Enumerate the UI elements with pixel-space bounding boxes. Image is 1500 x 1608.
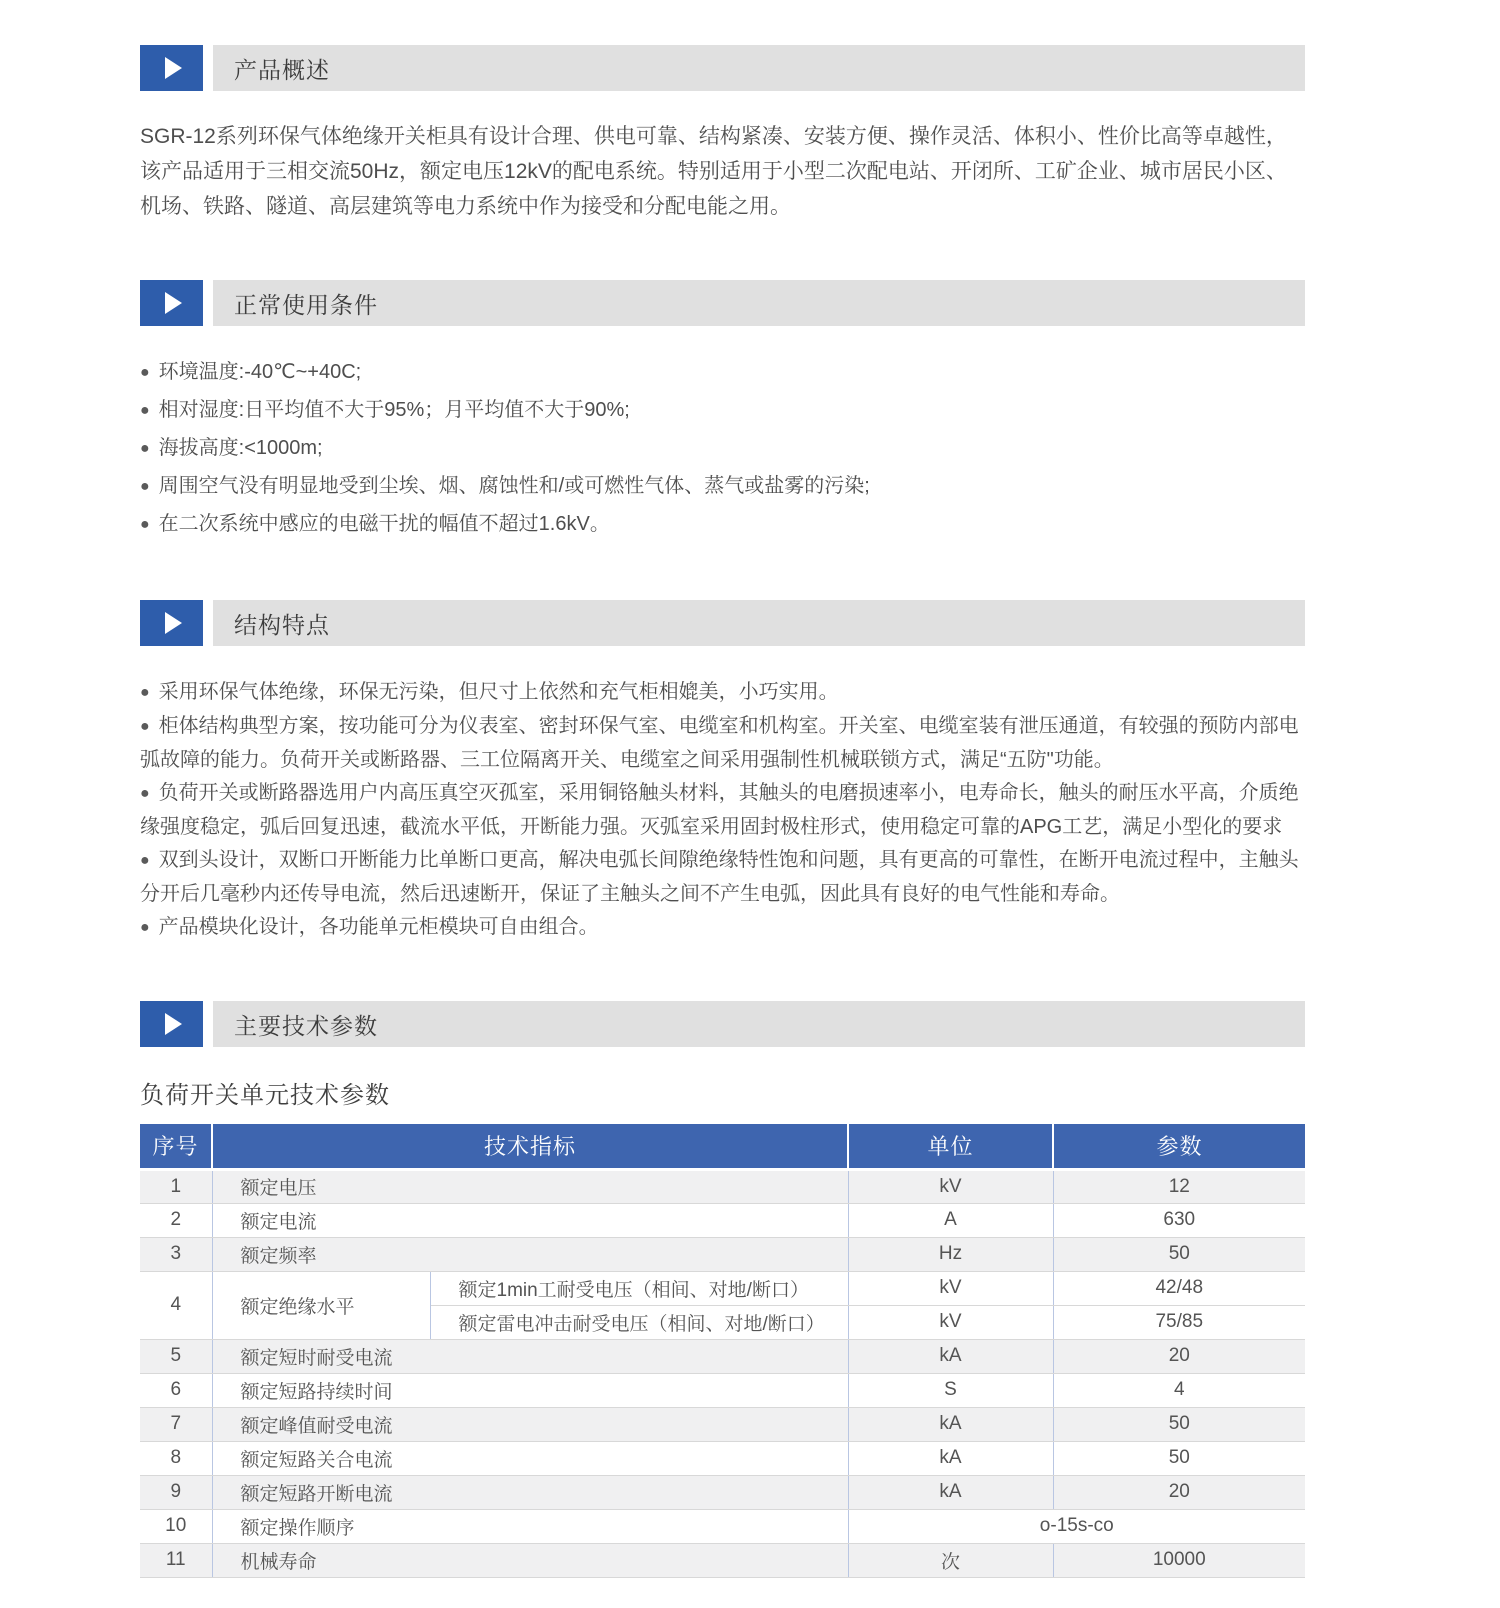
- section-header: [140, 280, 1305, 326]
- table-row: [140, 1271, 1305, 1305]
- section-use-conditions: [140, 280, 1305, 544]
- list-item-text: 负荷开关或断路器选用户内高压真空灭孤室，采用铜铬触头材料，其触头的电磨损速率小，电寿命长，触头的耐压水平高，介质绝缘强度稳定，弧后回复迅速，截流水平低，开断能力强。灭弧室采用固封极柱形式，使用稳定可靠的APG工艺，满足小型化的要求: [140, 782, 1299, 838]
- list-item-text: 采用环保气体绝缘，环保无污染，但尺寸上依然和充气柜相媲美，小巧实用。: [158, 681, 839, 703]
- table-cell-unit: kV: [848, 1169, 1053, 1203]
- table-cell-no: 7: [140, 1407, 212, 1441]
- table-cell-indicator: 额定短路开断电流: [212, 1475, 848, 1509]
- table-cell-value: 50: [1053, 1237, 1305, 1271]
- table-cell-value: 75/85: [1053, 1305, 1305, 1339]
- bullet-dot-icon: ●: [140, 478, 150, 495]
- list-item: [140, 354, 1305, 392]
- list-item: [140, 710, 1305, 777]
- table-cell-no: 3: [140, 1237, 212, 1271]
- table-cell-indicator: 额定短路关合电流: [212, 1441, 848, 1475]
- table-cell-value: 630: [1053, 1203, 1305, 1237]
- table-cell-value: 20: [1053, 1475, 1305, 1509]
- table-row: [140, 1475, 1305, 1509]
- list-item: [140, 911, 1305, 945]
- features-list: [140, 676, 1305, 945]
- section-title: 主要技术参数: [213, 1001, 1305, 1047]
- table-cell-no: 9: [140, 1475, 212, 1509]
- table-header-cell: 序号: [140, 1124, 212, 1169]
- table-cell-indicator: 额定绝缘水平: [212, 1271, 430, 1339]
- bullet-dot-icon: ●: [140, 402, 150, 419]
- table-cell-no: 1: [140, 1169, 212, 1203]
- table-row: [140, 1203, 1305, 1237]
- table-row: [140, 1339, 1305, 1373]
- section-header: [140, 600, 1305, 646]
- play-arrow-icon: [140, 1001, 203, 1047]
- table-cell-indicator: 额定操作顺序: [212, 1509, 848, 1543]
- table-cell-value: 4: [1053, 1373, 1305, 1407]
- table-cell-value: 50: [1053, 1407, 1305, 1441]
- table-cell-merged-value: o-15s-co: [848, 1509, 1305, 1543]
- table-cell-no: 6: [140, 1373, 212, 1407]
- section-title: 产品概述: [213, 45, 1305, 91]
- table-subtitle: 负荷开关单元技术参数: [140, 1082, 390, 1109]
- table-cell-subindicator: 额定1min工耐受电压（相间、对地/断口）: [430, 1271, 848, 1305]
- list-item: [140, 676, 1305, 710]
- play-arrow-icon: [140, 280, 203, 326]
- table-row: [140, 1407, 1305, 1441]
- list-item: [140, 506, 1305, 544]
- section-title: 结构特点: [213, 600, 1305, 646]
- table-header-cell: 单位: [848, 1124, 1053, 1169]
- table-cell-no: 10: [140, 1509, 212, 1543]
- table-cell-value: 20: [1053, 1339, 1305, 1373]
- params-table-body: [140, 1169, 1305, 1577]
- conditions-list: [140, 354, 1305, 544]
- table-cell-no: 4: [140, 1271, 212, 1339]
- table-header-cell: 参数: [1053, 1124, 1305, 1169]
- list-item-text: 周围空气没有明显地受到尘埃、烟、腐蚀性和/或可燃性气体、蒸气或盐雾的污染;: [158, 475, 870, 497]
- table-header-cell: 技术指标: [212, 1124, 848, 1169]
- table-row: [140, 1441, 1305, 1475]
- list-item: [140, 392, 1305, 430]
- list-item-text: 双到头设计，双断口开断能力比单断口更高，解决电弧长间隙绝缘特性饱和问题，具有更高的可靠性，在断开电流过程中，主触头分开后几毫秒内还传导电流，然后迅速断开，保证了主触头之间不产生电弧，因此具有良好的电气性能和寿命。: [140, 849, 1299, 905]
- table-cell-no: 11: [140, 1543, 212, 1577]
- table-cell-indicator: 额定电流: [212, 1203, 848, 1237]
- bullet-dot-icon: ●: [140, 684, 150, 701]
- table-cell-no: 5: [140, 1339, 212, 1373]
- table-cell-indicator: 额定短路持续时间: [212, 1373, 848, 1407]
- section-header: [140, 45, 1305, 91]
- list-item-text: 柜体结构典型方案，按功能可分为仪表室、密封环保气室、电缆室和机构室。开关室、电缆室装有泄压通道，有较强的预防内部电弧故障的能力。负荷开关或断路器、三工位隔离开关、电缆室之间采用强制性机械联锁方式，满足“五防"功能。: [140, 715, 1299, 771]
- section-header: [140, 1001, 1305, 1047]
- play-arrow-icon: [140, 600, 203, 646]
- table-cell-unit: kV: [848, 1305, 1053, 1339]
- bullet-dot-icon: ●: [140, 852, 150, 869]
- table-cell-unit: kA: [848, 1441, 1053, 1475]
- table-cell-indicator: 额定频率: [212, 1237, 848, 1271]
- table-cell-unit: kA: [848, 1475, 1053, 1509]
- table-cell-unit: A: [848, 1203, 1053, 1237]
- table-cell-indicator: 额定峰值耐受电流: [212, 1407, 848, 1441]
- bullet-dot-icon: ●: [140, 718, 150, 735]
- overview-paragraph: SGR-12系列环保气体绝缘开关柜具有设计合理、供电可靠、结构紧凑、安装方便、操作灵活、体积小、性价比高等卓越性，该产品适用于三相交流50Hz，额定电压12kV的配电系统。特别适用于小型二次配电站、开闭所、工矿企业、城市居民小区、机场、铁路、隧道、高层建筑等电力系统中作为接受和分配电能之用。: [140, 125, 1287, 218]
- table-row: [140, 1373, 1305, 1407]
- section-technical-parameters: [140, 1001, 1305, 1578]
- table-cell-value: 12: [1053, 1169, 1305, 1203]
- table-cell-indicator: 额定短时耐受电流: [212, 1339, 848, 1373]
- table-header-row: [140, 1124, 1305, 1169]
- table-cell-unit: kV: [848, 1271, 1053, 1305]
- params-table-head: [140, 1124, 1305, 1169]
- params-table: [140, 1124, 1305, 1578]
- section-product-overview: [140, 45, 1305, 224]
- table-cell-value: 42/48: [1053, 1271, 1305, 1305]
- list-item: [140, 430, 1305, 468]
- table-row: [140, 1237, 1305, 1271]
- list-item: [140, 844, 1305, 911]
- list-item-text: 在二次系统中感应的电磁干扰的幅值不超过1.6kV。: [158, 513, 610, 535]
- list-item-text: 环境温度:-40℃~+40C;: [158, 361, 362, 383]
- table-row: [140, 1543, 1305, 1577]
- table-cell-unit: S: [848, 1373, 1053, 1407]
- table-cell-unit: kA: [848, 1407, 1053, 1441]
- bullet-dot-icon: ●: [140, 919, 150, 936]
- table-cell-no: 8: [140, 1441, 212, 1475]
- bullet-dot-icon: ●: [140, 440, 150, 457]
- table-cell-value: 10000: [1053, 1543, 1305, 1577]
- table-cell-subindicator: 额定雷电冲击耐受电压（相间、对地/断口）: [430, 1305, 848, 1339]
- table-row: [140, 1509, 1305, 1543]
- bullet-dot-icon: ●: [140, 516, 150, 533]
- list-item: [140, 777, 1305, 844]
- bullet-dot-icon: ●: [140, 785, 150, 802]
- list-item-text: 产品模块化设计，各功能单元柜模块可自由组合。: [158, 916, 599, 938]
- table-cell-unit: 次: [848, 1543, 1053, 1577]
- section-title: 正常使用条件: [213, 280, 1305, 326]
- table-cell-value: 50: [1053, 1441, 1305, 1475]
- table-cell-unit: Hz: [848, 1237, 1053, 1271]
- play-arrow-icon: [140, 45, 203, 91]
- list-item-text: 相对湿度:日平均值不大于95%；月平均值不大于90%;: [158, 399, 630, 421]
- table-cell-unit: kA: [848, 1339, 1053, 1373]
- page-content: [140, 0, 1305, 1578]
- list-item: [140, 468, 1305, 506]
- list-item-text: 海拔高度:<1000m;: [158, 437, 323, 459]
- section-structure-features: [140, 600, 1305, 945]
- table-row: [140, 1169, 1305, 1203]
- bullet-dot-icon: ●: [140, 364, 150, 381]
- table-cell-no: 2: [140, 1203, 212, 1237]
- table-cell-indicator: 机械寿命: [212, 1543, 848, 1577]
- table-cell-indicator: 额定电压: [212, 1169, 848, 1203]
